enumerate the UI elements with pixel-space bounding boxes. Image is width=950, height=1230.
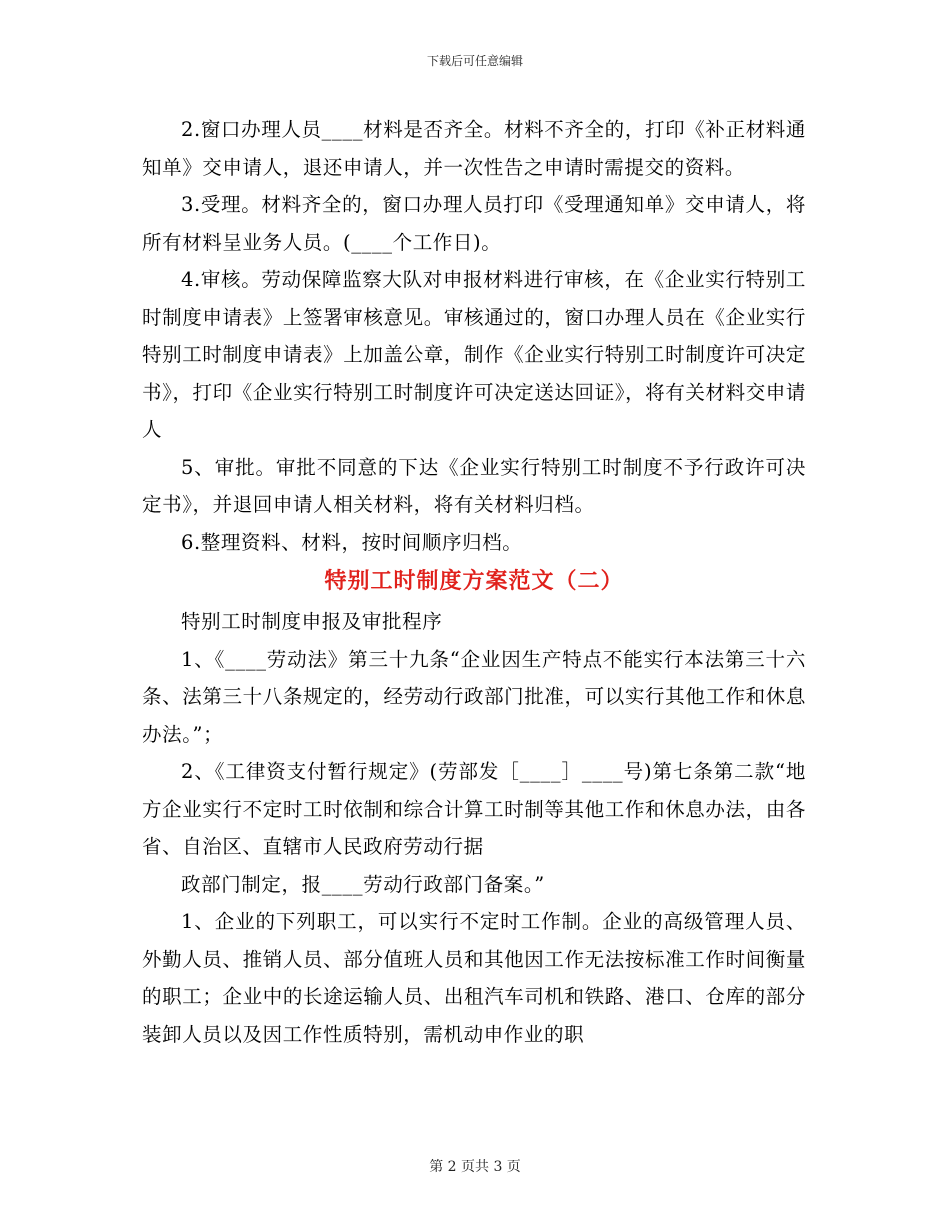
paragraph-step-5: 5、审批。审批不同意的下达《企业实行特别工时制度不予行政许可决定书》，并退回申请人相关材料，将有关材料归档。 (142, 455, 806, 516)
paragraph-step-4: 4.审核。劳动保障监察大队对申报材料进行审核，在《企业实行特别工时制度申请表》上签署审核意见。审核通过的，窗口办理人员在《企业实行特别工时制度申请表》上加盖公章，制作《企业实行特别工时制度许可决定书》，打印《企业实行特别工时制度许可决定送达回证》，将有关材料交申请人 (142, 268, 806, 441)
paragraph-step-6: 6.整理资料、材料，按时间顺序归档。 (181, 530, 523, 554)
paragraph-step-3: 3.受理。材料齐全的，窗口办理人员打印《受理通知单》交申请人，将所有材料呈业务人员。(____个工作日)。 (142, 193, 806, 254)
page-footer: 第 2 页共 3 页 (429, 1159, 521, 1175)
paragraph-wage-rule: 2、《工律资支付暂行规定》(劳部发［____］____号)第七条第二款“地方企业实行不定时工时依制和综合计算工时制等其他工作和休息办法，由各省、自治区、直辖市人民政府劳动行据 (142, 760, 806, 858)
paragraph-law-39: 1、《____劳动法》第三十九条“企业因生产特点不能实行本法第三十六条、法第三十八条规定的，经劳动行政部门批准，可以实行其他工作和休息办法。”； (142, 647, 806, 746)
section-title: 特别工时制度方案范文（二） (324, 569, 624, 594)
paragraph-filing: 政部门制定，报____劳动行政部门备案。” (181, 872, 545, 896)
paragraph-subtitle: 特别工时制度申报及审批程序 (181, 610, 443, 633)
document-body (142, 111, 806, 1053)
paragraph-irregular-hours: 1、企业的下列职工，可以实行不定时工作制。企业的高级管理人员、外勤人员、推销人员、部分值班人员和其他因工作无法按标准工作时间衡量的职工；企业中的长途运输人员、出租汽车司机和铁路、港口、仓库的部分装卸人员以及因工作性质特别，需机动申作业的职 (142, 910, 806, 1046)
page-header: 下载后可任意编辑 (426, 54, 523, 68)
paragraph-step-2: 2.窗口办理人员____材料是否齐全。材料不齐全的，打印《补正材料通知单》交申请人，退还申请人，并一次性告之申请时需提交的资料。 (142, 118, 806, 179)
